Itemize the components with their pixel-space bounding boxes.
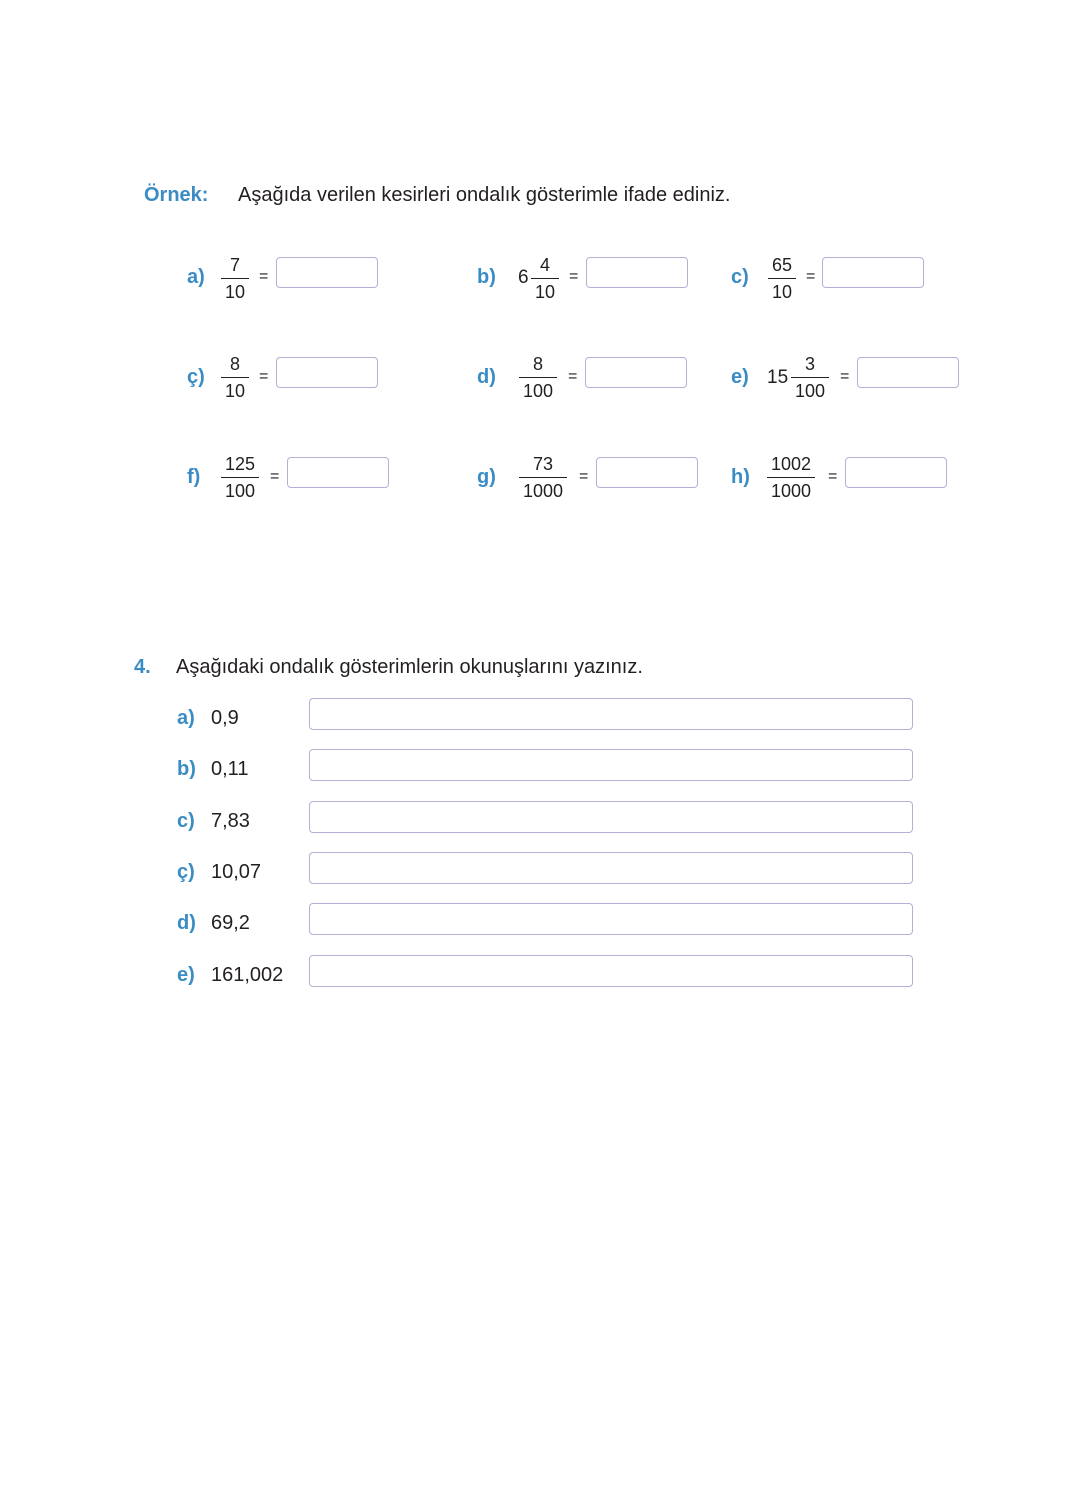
fraction-numerator: 125 [225, 454, 256, 474]
fraction [221, 353, 249, 402]
decimal-value: 10,07 [211, 861, 262, 883]
fraction [221, 453, 259, 502]
equals-sign: = [840, 368, 850, 385]
fraction [768, 254, 796, 303]
reading-answer-box-a[interactable] [309, 698, 913, 730]
equals-sign: = [806, 268, 816, 285]
equals-sign: = [828, 468, 838, 485]
mixed-whole: 15 [767, 367, 789, 388]
example-label: Örnek: [144, 184, 209, 206]
answer-box-b[interactable] [586, 257, 688, 288]
fraction [767, 453, 815, 502]
reading-answer-box-cedilla[interactable] [309, 852, 913, 884]
decimal-value: 161,002 [211, 964, 284, 986]
equals-sign: = [259, 368, 269, 385]
example-item-label: f) [187, 466, 201, 488]
answer-box-cedilla[interactable] [276, 357, 378, 388]
mixed-whole: 6 [518, 267, 529, 288]
example-item-label: ç) [187, 366, 205, 388]
reading-item-label: a) [177, 707, 195, 729]
fraction [519, 353, 557, 402]
reading-answer-box-d[interactable] [309, 903, 913, 935]
answer-box-c[interactable] [822, 257, 924, 288]
answer-box-d[interactable] [585, 357, 687, 388]
example-instruction: Aşağıda verilen kesirleri ondalık gösterimle ifade ediniz. [238, 184, 731, 206]
fraction-numerator: 3 [805, 354, 816, 374]
fraction-numerator: 7 [230, 255, 241, 275]
answer-box-h[interactable] [845, 457, 947, 488]
example-item-label: a) [187, 266, 205, 288]
fraction [531, 254, 559, 303]
fraction-denominator: 10 [772, 282, 793, 302]
fraction-numerator: 1002 [771, 454, 812, 474]
fraction-denominator: 10 [225, 381, 246, 401]
equals-sign: = [568, 368, 578, 385]
reading-item-label: b) [177, 758, 196, 780]
reading-answer-box-e[interactable] [309, 955, 913, 987]
answer-box-e[interactable] [857, 357, 959, 388]
equals-sign: = [569, 268, 579, 285]
fraction-numerator: 8 [533, 354, 544, 374]
reading-item-label: ç) [177, 861, 195, 883]
question-text: Aşağıdaki ondalık gösterimlerin okunuşlarını yazınız. [176, 656, 643, 678]
fraction-numerator: 4 [540, 255, 551, 275]
fraction-denominator: 10 [225, 282, 246, 302]
fraction-denominator: 100 [795, 381, 826, 401]
equals-sign: = [270, 468, 280, 485]
fraction-denominator: 1000 [771, 481, 812, 501]
equals-sign: = [579, 468, 589, 485]
reading-answer-box-b[interactable] [309, 749, 913, 781]
reading-item-label: c) [177, 810, 195, 832]
fraction [519, 453, 567, 502]
example-item-label: b) [477, 266, 496, 288]
fraction-numerator: 65 [772, 255, 793, 275]
decimal-value: 0,11 [211, 758, 249, 780]
example-item-label: d) [477, 366, 496, 388]
example-item-label: g) [477, 466, 496, 488]
decimal-value: 0,9 [211, 707, 239, 729]
reading-answer-box-c[interactable] [309, 801, 913, 833]
fraction-denominator: 1000 [523, 481, 564, 501]
fraction-numerator: 8 [230, 354, 241, 374]
example-item-label: h) [731, 466, 750, 488]
decimal-value: 7,83 [211, 810, 250, 832]
reading-item-label: e) [177, 964, 195, 986]
fraction-numerator: 73 [533, 454, 554, 474]
fraction-denominator: 10 [535, 282, 556, 302]
reading-item-label: d) [177, 912, 196, 934]
fraction-denominator: 100 [225, 481, 256, 501]
fraction-denominator: 100 [523, 381, 554, 401]
answer-box-g[interactable] [596, 457, 698, 488]
question-number: 4. [134, 656, 151, 678]
fraction [221, 254, 249, 303]
answer-box-a[interactable] [276, 257, 378, 288]
example-item-label: e) [731, 366, 749, 388]
fraction [791, 353, 829, 402]
equals-sign: = [259, 268, 269, 285]
example-item-label: c) [731, 266, 749, 288]
answer-box-f[interactable] [287, 457, 389, 488]
decimal-value: 69,2 [211, 912, 250, 934]
